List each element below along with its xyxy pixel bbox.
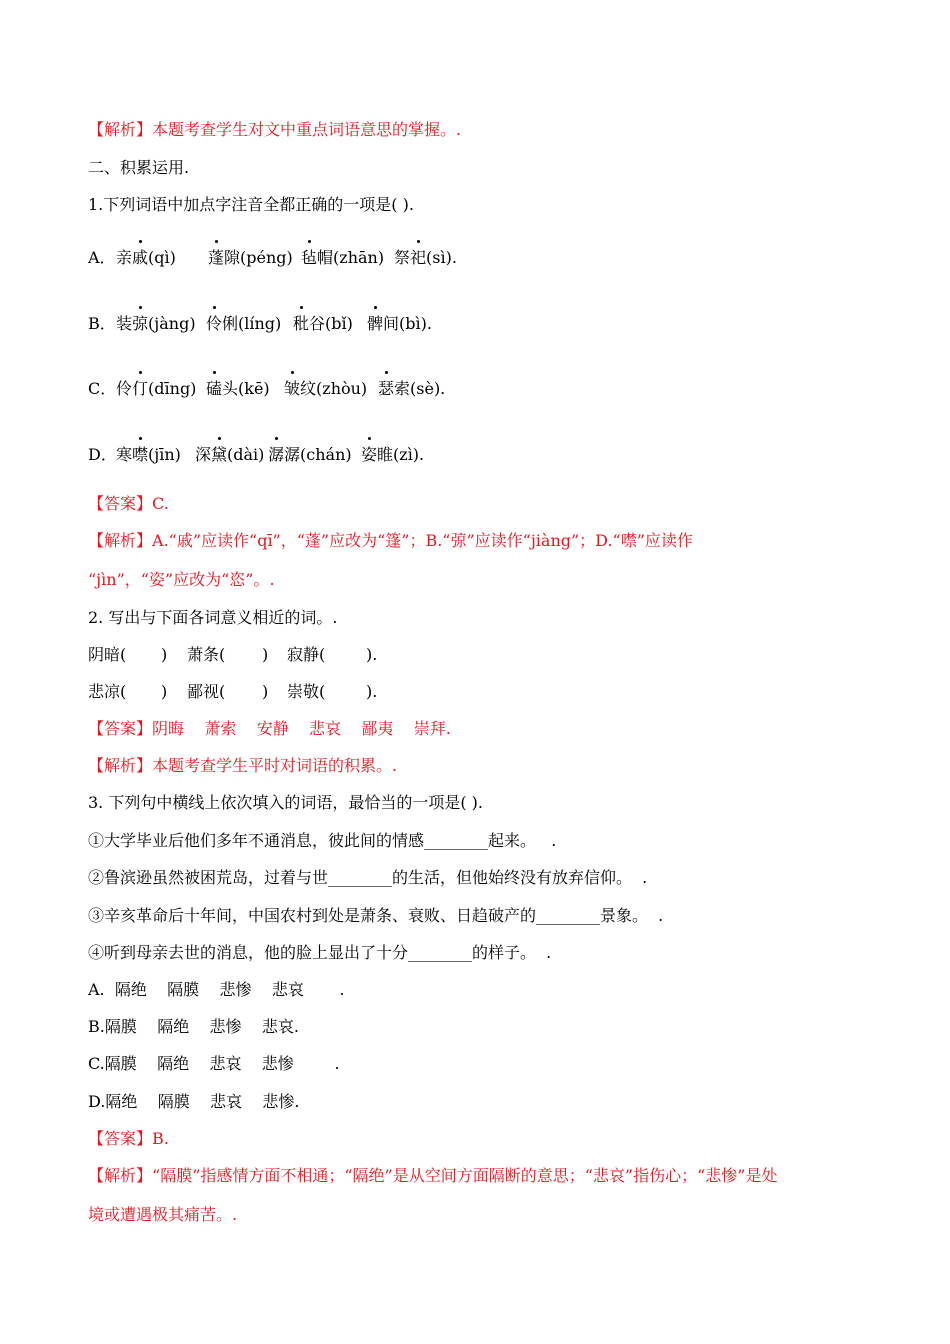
q2-analysis <box>88 755 397 777</box>
answer-label: 【答案】 <box>88 1129 153 1148</box>
section-title: 二、积累运用. <box>88 158 190 177</box>
q2-answer <box>88 718 451 740</box>
word-prompt: 阴暗( <box>88 645 127 664</box>
option-item: 装弶(jàng) <box>116 314 196 333</box>
word-blank-close: ). <box>366 645 378 664</box>
option-item: 皱纹(zhòu) <box>284 379 368 398</box>
analysis-label: 【解析】 <box>88 1166 153 1185</box>
option-item: 髀间(bì). <box>367 314 432 333</box>
option-item: 磕头(kē) <box>206 379 270 398</box>
q3-analysis <box>88 1165 777 1187</box>
analysis-label: 【解析】 <box>88 756 153 775</box>
q3-option-d: D.隔绝 隔膜 悲哀 悲惨. <box>88 1092 300 1111</box>
option-item: 秕谷(bǐ) <box>293 314 353 333</box>
q3-sentence-4: ④听到母亲去世的消息，他的脸上显出了十分________的样子。 . <box>88 943 552 962</box>
answer-text: 阴晦 萧索 安静 悲哀 鄙夷 崇拜. <box>152 719 451 738</box>
dotted-char: 戚 <box>132 248 149 267</box>
option-item: 深黛(dài) <box>195 445 265 464</box>
option-item: 瑟索(sè). <box>378 379 446 398</box>
dotted-char: 毡 <box>301 248 318 267</box>
option-item: 祭祀(sì). <box>394 248 457 267</box>
q1-option-d <box>88 444 788 466</box>
word-prompt: 寂静( <box>287 645 326 664</box>
analysis-text: 本题考查学生对文中重点词语意思的掌握。. <box>152 120 462 139</box>
q2-stem: 2. 写出与下面各词意义相近的词。. <box>88 608 338 627</box>
q3-sentence-3: ③辛亥革命后十年间，中国农村到处是萧条、衰败、日趋破产的________景象。 . <box>88 906 664 925</box>
q3-option-a: A. 隔绝 隔膜 悲惨 悲哀 . <box>88 980 345 999</box>
q1-option-c <box>88 378 788 400</box>
q3-stem: 3. 下列句中横线上依次填入的词语，最恰当的一项是( ). <box>88 793 484 812</box>
analysis-label: 【解析】 <box>88 531 153 550</box>
word-prompt: 鄙视( <box>187 682 226 701</box>
dotted-char: 仃 <box>132 379 149 398</box>
dotted-char: 祀 <box>410 248 427 267</box>
q3-answer <box>88 1128 169 1150</box>
word-prompt: 崇敬( <box>287 682 326 701</box>
option-item: 潺潺(chán) <box>268 445 352 464</box>
q3-sentence-2: ②鲁滨逊虽然被困荒岛，过着与世________的生活，但他始终没有放弃信仰。 . <box>88 868 648 887</box>
word-prompt: 萧条( <box>187 645 226 664</box>
q3-option-b: B.隔膜 隔绝 悲惨 悲哀. <box>88 1017 299 1036</box>
dotted-char: 瑟 <box>378 379 395 398</box>
q3-sentence-1: ①大学毕业后他们多年不通消息，彼此间的情感________起来。 . <box>88 831 557 850</box>
option-item: 伶俐(líng) <box>206 314 282 333</box>
word-blank-close: ). <box>366 682 378 701</box>
option-letter: D． <box>88 445 117 464</box>
dotted-char: 髀 <box>367 314 384 333</box>
answer-label: 【答案】 <box>88 719 153 738</box>
dotted-char: 弶 <box>132 314 149 333</box>
word-blank-close: ) <box>262 682 269 701</box>
q1-stem: 1.下列词语中加点字注音全都正确的一项是( ). <box>88 195 414 214</box>
dotted-char: 伶 <box>206 314 223 333</box>
analysis-text: 本题考查学生平时对词语的积累。. <box>152 756 398 775</box>
option-item: 寒噤(jīn) <box>116 445 181 464</box>
option-item: 蓬隙(péng) <box>208 248 293 267</box>
analysis-text: A.“戚”应读作“qī”，“蓬”应改为“篷”；B.“弶”应读作“jiàng”；D.“噤”应读作 <box>152 531 693 550</box>
q1-option-a <box>88 247 788 269</box>
answer-text: B. <box>152 1129 169 1148</box>
dotted-char: 噤 <box>132 445 149 464</box>
q3-option-c: C.隔膜 隔绝 悲哀 悲惨 . <box>88 1054 340 1073</box>
option-letter: B． <box>88 314 116 333</box>
q2-row-1 <box>88 644 488 666</box>
dotted-char: 姿 <box>361 445 378 464</box>
answer-text: C. <box>152 494 169 513</box>
word-blank-close: ) <box>161 645 168 664</box>
option-letter: C． <box>88 379 117 398</box>
dotted-char: 蓬 <box>208 248 225 267</box>
intro-analysis <box>88 119 461 141</box>
option-item: 毡帽(zhān) <box>301 248 385 267</box>
option-item: 伶仃(dīng) <box>116 379 197 398</box>
option-letter: A． <box>88 248 116 267</box>
q3-analysis-cont: 境或遭遇极其痛苦。. <box>88 1205 238 1224</box>
word-blank-close: ) <box>161 682 168 701</box>
dotted-char: 潺 <box>268 445 285 464</box>
q1-answer <box>88 493 169 515</box>
q1-analysis <box>88 530 693 552</box>
q2-row-2 <box>88 681 488 703</box>
q1-analysis-cont: “jìn”，“姿”应改为“恣”。. <box>88 570 275 589</box>
dotted-char: 皱 <box>284 379 301 398</box>
q1-option-b <box>88 313 788 335</box>
answer-label: 【答案】 <box>88 494 153 513</box>
word-prompt: 悲凉( <box>88 682 127 701</box>
option-item: 亲戚(qì) <box>116 248 176 267</box>
dotted-char: 秕 <box>293 314 310 333</box>
dotted-char: 磕 <box>206 379 223 398</box>
dotted-char: 黛 <box>211 445 228 464</box>
option-item: 姿睢(zì). <box>361 445 425 464</box>
analysis-text: “隔膜”指感情方面不相通；“隔绝”是从空间方面隔断的意思；“悲哀”指伤心；“悲惨”是处 <box>152 1166 778 1185</box>
word-blank-close: ) <box>262 645 269 664</box>
analysis-label: 【解析】 <box>88 120 153 139</box>
